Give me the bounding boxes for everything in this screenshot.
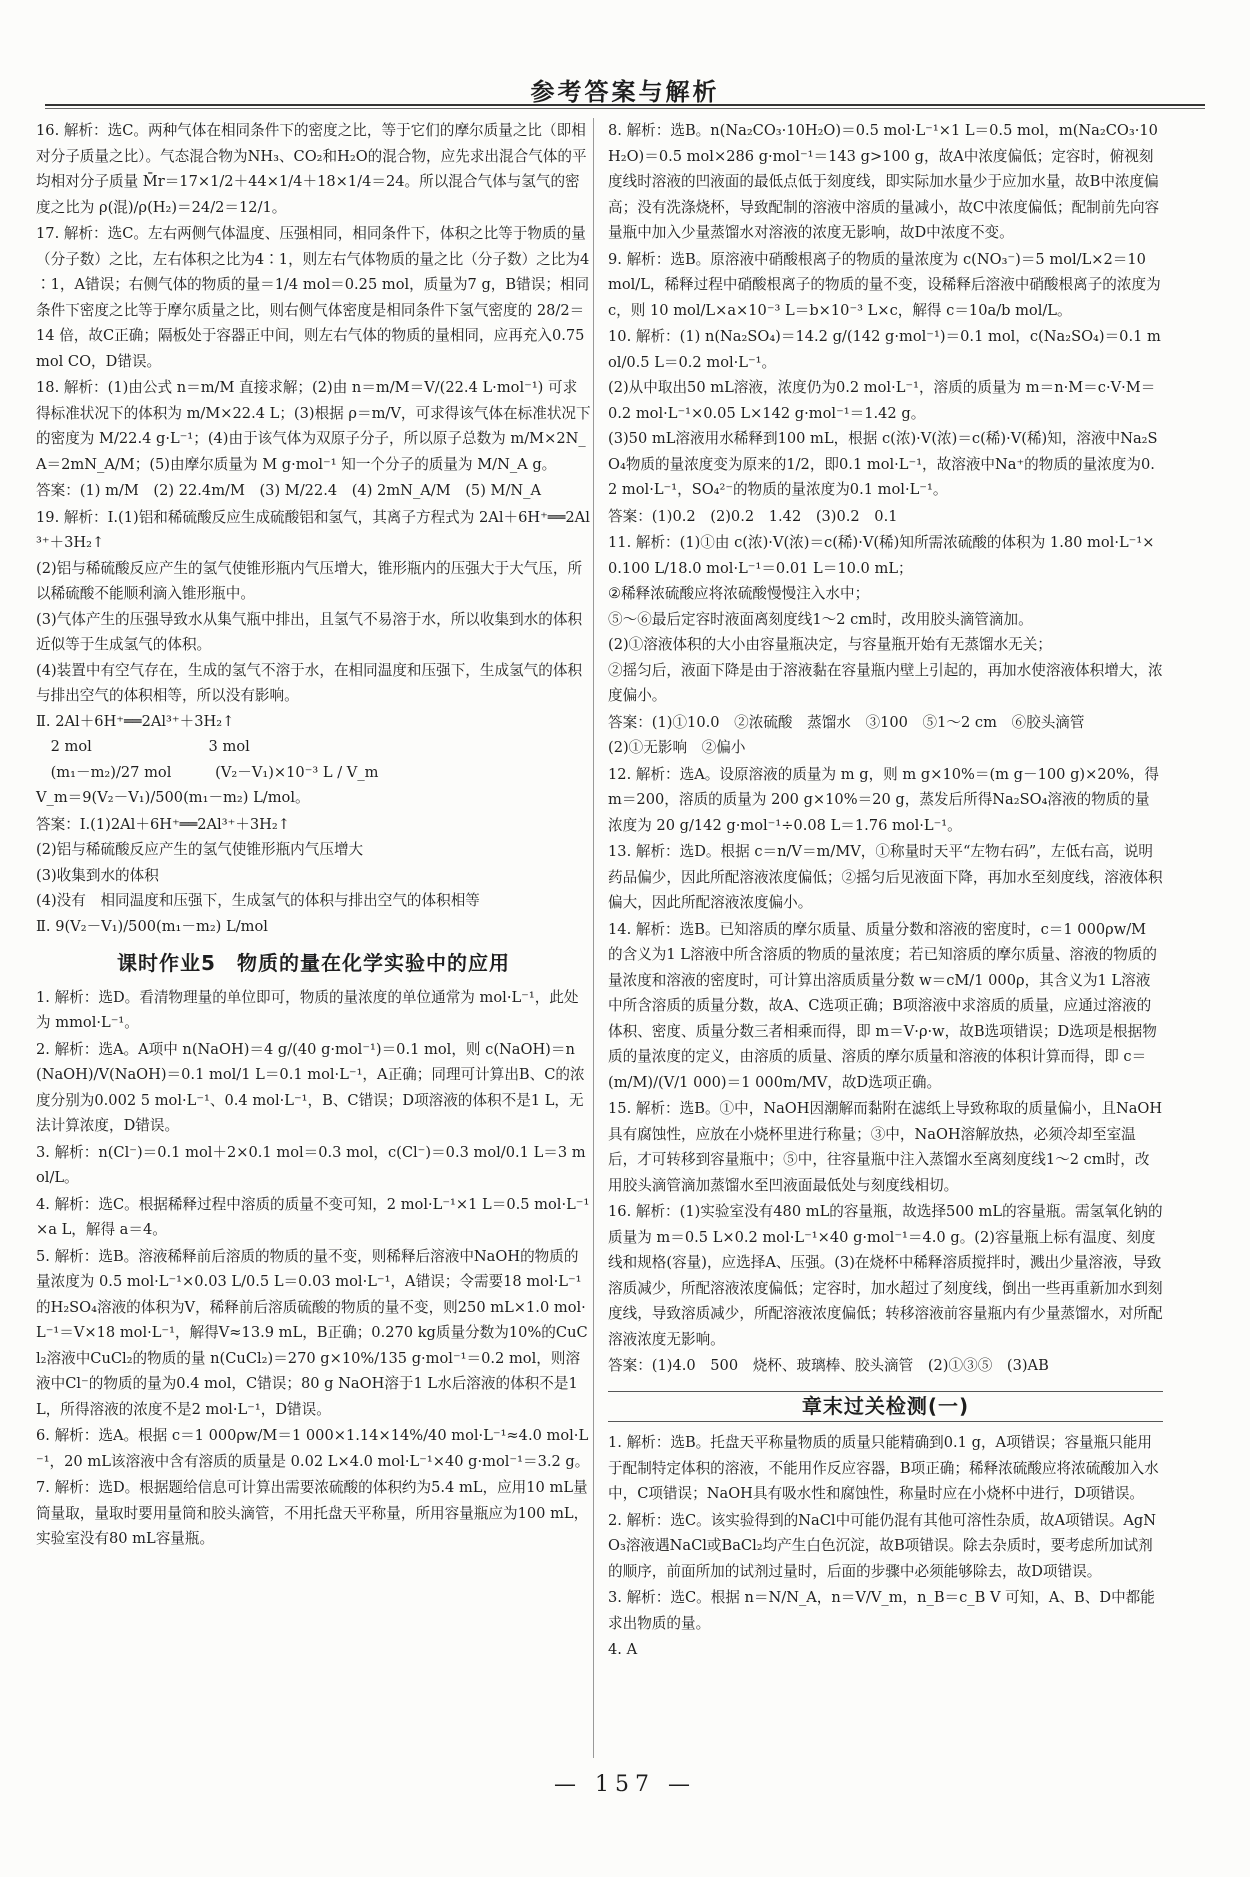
- answer-item: 17. 解析：选C。左右两侧气体温度、压强相同，相同条件下，体积之比等于物质的量（分子数）之比，左右体积之比为4∶1，则左右气体物质的量之比（分子数）之比为4∶1，A错误；右侧气体的物质的量＝1/4 mol＝0.25 mol，质量为7 g，B错误；相同条件下密度之比等于摩尔质量之比，则右侧气体密度是相同条件下氢气密度的 28/2＝14 倍，故C正确；隔板处于容器正中间，则左右气体的物质的量相同，应再充入0.75 mol CO，D错误。: [36, 225, 590, 370]
- answer-item: 18. 解析：(1)由公式 n＝m/M 直接求解；(2)由 n＝m/M＝V/(22.4 L·mol⁻¹) 可求得标准状况下的体积为 m/M×22.4 L；(3)根据 ρ＝m/V，可求得该气体在标准状况下的密度为 M/22.4 g·L⁻¹；(4)由于该气体为双原子分子，所以原子总数为 m/M×2N_A＝2mN_A/M；(5)由摩尔质量为 M g·mol⁻¹ 知一个分子的质量为 M/N_A g。: [36, 379, 591, 473]
- answer-item: 12. 解析：选A。设原溶液的质量为 m g，则 m g×10%＝(m g－100 g)×20%，得 m＝200，溶质的质量为 200 g×10%＝20 g，蒸发后所得Na₂SO₄溶液的物质的量浓度为 20 g/142 g·mol⁻¹÷0.08 L＝1.76 mol·L⁻¹。: [608, 765, 1164, 834]
- answer-item: 16. 解析：(1)实验室没有480 mL的容量瓶，故选择500 mL的容量瓶。需氢氧化钠的质量为 m＝0.5 L×0.2 mol·L⁻¹×40 g·mol⁻¹＝4.0 g。(2)容量瓶上标有温度、刻度线和规格(容量)，应选择A、压强。(3)在烧杯中稀释溶质搅拌时，溅出少量溶液，导致溶质减少，所配溶液浓度偏低；定容时，加水超过了刻度线，倒出一些再重新加水到刻度线，导致溶质减少，所配溶液浓度偏低；转移溶液前容量瓶内有少量蒸馏水，对所配溶液浓度无影响。: [608, 1203, 1163, 1348]
- page-header: [45, 70, 1205, 110]
- answer-item: 3. 解析：选C。根据 n＝N/N_A，n＝V/V_m，n_B＝c_B V 可知，A、B、D中都能求出物质的量。: [608, 1589, 1155, 1632]
- answer-key: 答案：(1)0.2 (2)0.2 1.42 (3)0.2 0.1: [608, 507, 898, 525]
- answer-item: 7. 解析：选D。根据题给信息可计算出需要浓硫酸的体积约为5.4 mL，应用10 mL量筒量取，量取时要用量筒和胶头滴管，不用托盘天平称量，所用容量瓶应为100 mL，实验室没有80 mL容量瓶。: [36, 1479, 589, 1547]
- answer-item: 16. 解析：选C。两种气体在相同条件下的密度之比，等于它们的摩尔质量之比（即相对分子质量之比）。气态混合物为NH₃、CO₂和H₂O的混合物，应先求出混合气体的平均相对分子质量 M̄r＝17×1/2＋44×1/4＋18×1/4＝24。所以混合气体与氢气的密度之比为 ρ(混)/ρ(H₂)＝24/2＝12/1。: [36, 122, 587, 216]
- answer-key: 答案：(1) m/M (2) 22.4m/M (3) M/22.4 (4) 2mN_A/M (5) M/N_A: [36, 482, 542, 499]
- column-divider: [593, 118, 594, 1758]
- answer-key: 答案：(1)①10.0 ②浓硫酸 蒸馏水 ③100 ⑤1～2 cm ⑥胶头滴管 (2)①无影响 ②偏小: [608, 713, 1085, 756]
- answer-item: 6. 解析：选A。根据 c＝1 000ρw/M＝1 000×1.14×14%/40 mol·L⁻¹≈4.0 mol·L⁻¹，20 mL该溶液中含有溶质的质量是 0.02 L×4.0 mol·L⁻¹×40 g·mol⁻¹＝3.2 g。: [36, 1427, 590, 1470]
- answer-item: 1. 解析：选D。看清物理量的单位即可，物质的量浓度的单位通常为 mol·L⁻¹，此处为 mmol·L⁻¹。: [36, 988, 579, 1031]
- answer-item: 3. 解析：n(Cl⁻)＝0.1 mol＋2×0.1 mol＝0.3 mol，c(Cl⁻)＝0.3 mol/0.1 L＝3 mol/L。: [36, 1143, 586, 1186]
- page-number: — 157 —: [554, 1772, 696, 1797]
- answer-item: 19. 解析：Ⅰ.(1)铝和稀硫酸反应生成硫酸铝和氢气，其离子方程式为 2Al＋6H⁺══2Al³⁺＋3H₂↑ (2)铝与稀硫酸反应产生的氢气使锥形瓶内气压增大，锥形瓶内的压强大于大气压，所以稀硫酸不能顺利滴入锥形瓶中。 (3)气体产生的压强导致水从集气瓶中排出，且氢气不易溶于水，所以收集到水的体积近似等于生成氢气的体积。 (4)装置中有空气存在，生成的氢气不溶于水，在相同温度和压强下，生成氢气的体积与排出空气的体积相等，所以没有影响。 Ⅱ. 2Al＋6H⁺══2Al³⁺＋3H₂↑ 2 mol 3 mol (m₁－m₂)/27 mol (V₂－V₁)×10⁻³ L / V_m V_m＝9(V₂－V₁)/500(m₁－m₂) L/mol。: [36, 508, 590, 806]
- answer-item: 9. 解析：选B。原溶液中硝酸根离子的物质的量浓度为 c(NO₃⁻)＝5 mol/L×2＝10 mol/L，稀释过程中硝酸根离子的物质的量不变，设稀释后溶液中硝酸根离子的浓度为c，则 10 mol/L×a×10⁻³ L＝b×10⁻³ L×c，解得 c＝10a/b mol/L。: [608, 250, 1161, 319]
- answer-item: 2. 解析：选C。该实验得到的NaCl中可能仍混有其他可溶性杂质，故A项错误。AgNO₃溶液遇NaCl或BaCl₂均产生白色沉淀，故B项错误。除去杂质时，要考虑所加试剂的顺序，前面所加的试剂过量时，后面的步骤中必须能够除去，故D项错误。: [608, 1511, 1157, 1580]
- header-rule: [45, 104, 1205, 106]
- answer-item: 1. 解析：选B。托盘天平称量物质的质量只能精确到0.1 g，A项错误；容量瓶只能用于配制特定体积的溶液，不能用作反应容器，B项正确；稀释浓硫酸应将浓硫酸加入水中，C项错误；NaOH具有吸水性和腐蚀性，称量时应在小烧杯中进行，D项错误。: [608, 1434, 1159, 1502]
- answer-key: 答案：Ⅰ.(1)2Al＋6H⁺══2Al³⁺＋3H₂↑ (2)铝与稀硫酸反应产生的氢气使锥形瓶内气压增大 (3)收集到水的体积 (4)没有 相同温度和压强下，生成氢气的体积与排出空气的体积相等 Ⅱ. 9(V₂－V₁)/500(m₁－m₂) L/mol: [36, 815, 480, 935]
- answer-key: 答案：(1)4.0 500 烧杯、玻璃棒、胶头滴管 (2)①③⑤ (3)AB: [608, 1357, 1049, 1374]
- answer-item: 2. 解析：选A。A项中 n(NaOH)＝4 g/(40 g·mol⁻¹)＝0.1 mol，则 c(NaOH)＝n(NaOH)/V(NaOH)＝0.1 mol/1 L＝0.1 mol·L⁻¹，A正确；同理可计算出B、C的浓度分别为0.002 5 mol·L⁻¹、0.4 mol·L⁻¹，B、C错误；D项溶液的体积不是1 L，无法计算浓度，D错误。: [36, 1040, 585, 1134]
- section-title: 章末过关检测(一): [608, 1391, 1163, 1423]
- section-title: 课时作业5 物质的量在化学实验中的应用: [117, 951, 510, 975]
- answer-item: 8. 解析：选B。n(Na₂CO₃·10H₂O)＝0.5 mol·L⁻¹×1 L＝0.5 mol，m(Na₂CO₃·10H₂O)＝0.5 mol×286 g·mol⁻¹＝143 g>100 g，故A中浓度偏低；定容时，俯视刻度线时溶液的凹液面的最低点低于刻度线，即实际加水量少于应加水量，故B中浓度偏高；没有洗涤烧杯，导致配制的溶液中溶质的量减小，故C中浓度偏低；配制前先向容量瓶中加入少量蒸馏水对溶液的浓度无影响，故D中浓度不变。: [608, 122, 1160, 241]
- answer-item: 10. 解析：(1) n(Na₂SO₄)＝14.2 g/(142 g·mol⁻¹)＝0.1 mol，c(Na₂SO₄)＝0.1 mol/0.5 L＝0.2 mol·L⁻¹。 (2)从中取出50 mL溶液，浓度仍为0.2 mol·L⁻¹，溶质的质量为 m＝n·M＝c·V·M＝0.2 mol·L⁻¹×0.05 L×142 g·mol⁻¹＝1.42 g。 (3)50 mL溶液用水稀释到100 mL，根据 c(浓)·V(浓)＝c(稀)·V(稀)知，溶液中Na₂SO₄物质的量浓度变为原来的1/2，即0.1 mol·L⁻¹，故溶液中Na⁺的物质的量浓度为0.2 mol·L⁻¹，SO₄²⁻的物质的量浓度为0.1 mol·L⁻¹。: [608, 328, 1161, 498]
- right-column: [608, 118, 1163, 1758]
- answer-item: 13. 解析：选D。根据 c＝n/V＝m/MV，①称量时天平“左物右码”，左低右高，说明药品偏少，因此所配溶液浓度偏低；②摇匀后见液面下降，再加水至刻度线，溶液体积偏大，因此所配溶液浓度偏小。: [608, 843, 1163, 911]
- answer-item: 5. 解析：选B。溶液稀释前后溶质的物质的量不变，则稀释后溶液中NaOH的物质的量浓度为 0.5 mol·L⁻¹×0.03 L/0.5 L＝0.03 mol·L⁻¹，A错误；令需要18 mol·L⁻¹ 的H₂SO₄溶液的体积为V，稀释前后溶质硫酸的物质的量不变，则250 mL×1.0 mol·L⁻¹＝V×18 mol·L⁻¹，解得V≈13.9 mL，B正确；0.270 kg质量分数为10%的CuCl₂溶液中CuCl₂的物质的量 n(CuCl₂)＝270 g×10%/135 g·mol⁻¹＝0.2 mol，则溶液中Cl⁻的物质的量为0.4 mol，C错误；80 g NaOH溶于1 L水后溶液的体积不是1 L，所得溶液的浓度不是2 mol·L⁻¹，D错误。: [36, 1247, 588, 1418]
- answer-item: 4. A: [608, 1641, 638, 1658]
- answer-item: 15. 解析：选B。①中，NaOH因潮解而黏附在滤纸上导致称取的质量偏小，且NaOH具有腐蚀性，应放在小烧杯里进行称量；③中，NaOH溶解放热，必须冷却至室温后，才可转移到容量瓶中；⑤中，往容量瓶中注入蒸馏水至离刻度线1～2 cm时，改用胶头滴管滴加蒸馏水至凹液面最低处与刻度线相切。: [608, 1100, 1163, 1194]
- left-column: [36, 118, 591, 1758]
- header-rule-thin: [45, 108, 1205, 109]
- answer-item: 4. 解析：选C。根据稀释过程中溶质的质量不变可知，2 mol·L⁻¹×1 L＝0.5 mol·L⁻¹×a L，解得 a＝4。: [36, 1195, 590, 1238]
- answer-item: 11. 解析：(1)①由 c(浓)·V(浓)＝c(稀)·V(稀)知所需浓硫酸的体积为 1.80 mol·L⁻¹×0.100 L/18.0 mol·L⁻¹＝0.01 L＝10.0 mL； ②稀释浓硫酸应将浓硫酸慢慢注入水中； ⑤～⑥最后定容时液面离刻度线1～2 cm时，改用胶头滴管滴加。 (2)①溶液体积的大小由容量瓶决定，与容量瓶开始有无蒸馏水无关； ②摇匀后，液面下降是由于溶液黏在容量瓶内壁上引起的，再加水使溶液体积增大，浓度偏小。: [608, 534, 1163, 704]
- answer-item: 14. 解析：选B。已知溶质的摩尔质量、质量分数和溶液的密度时，c＝1 000ρw/M 的含义为1 L溶液中所含溶质的物质的量浓度；若已知溶质的摩尔质量、溶液的物质的量浓度和溶液的密度时，可计算出溶质质量分数 w＝cM/1 000ρ，其含义为1 L溶液中所含溶质的质量分数，故A、C选项正确；B项溶液中求溶质的质量，应通过溶液的体积、密度、质量分数三者相乘而得，即 m＝V·ρ·w，故B选项错误；D选项是根据物质的量浓度的定义，由溶质的质量、溶质的摩尔质量和溶液的体积计算而得，即 c＝(m/M)/(V/1 000)＝1 000m/MV，故D选项正确。: [608, 920, 1157, 1091]
- header-title: 参考答案与解析: [530, 78, 720, 106]
